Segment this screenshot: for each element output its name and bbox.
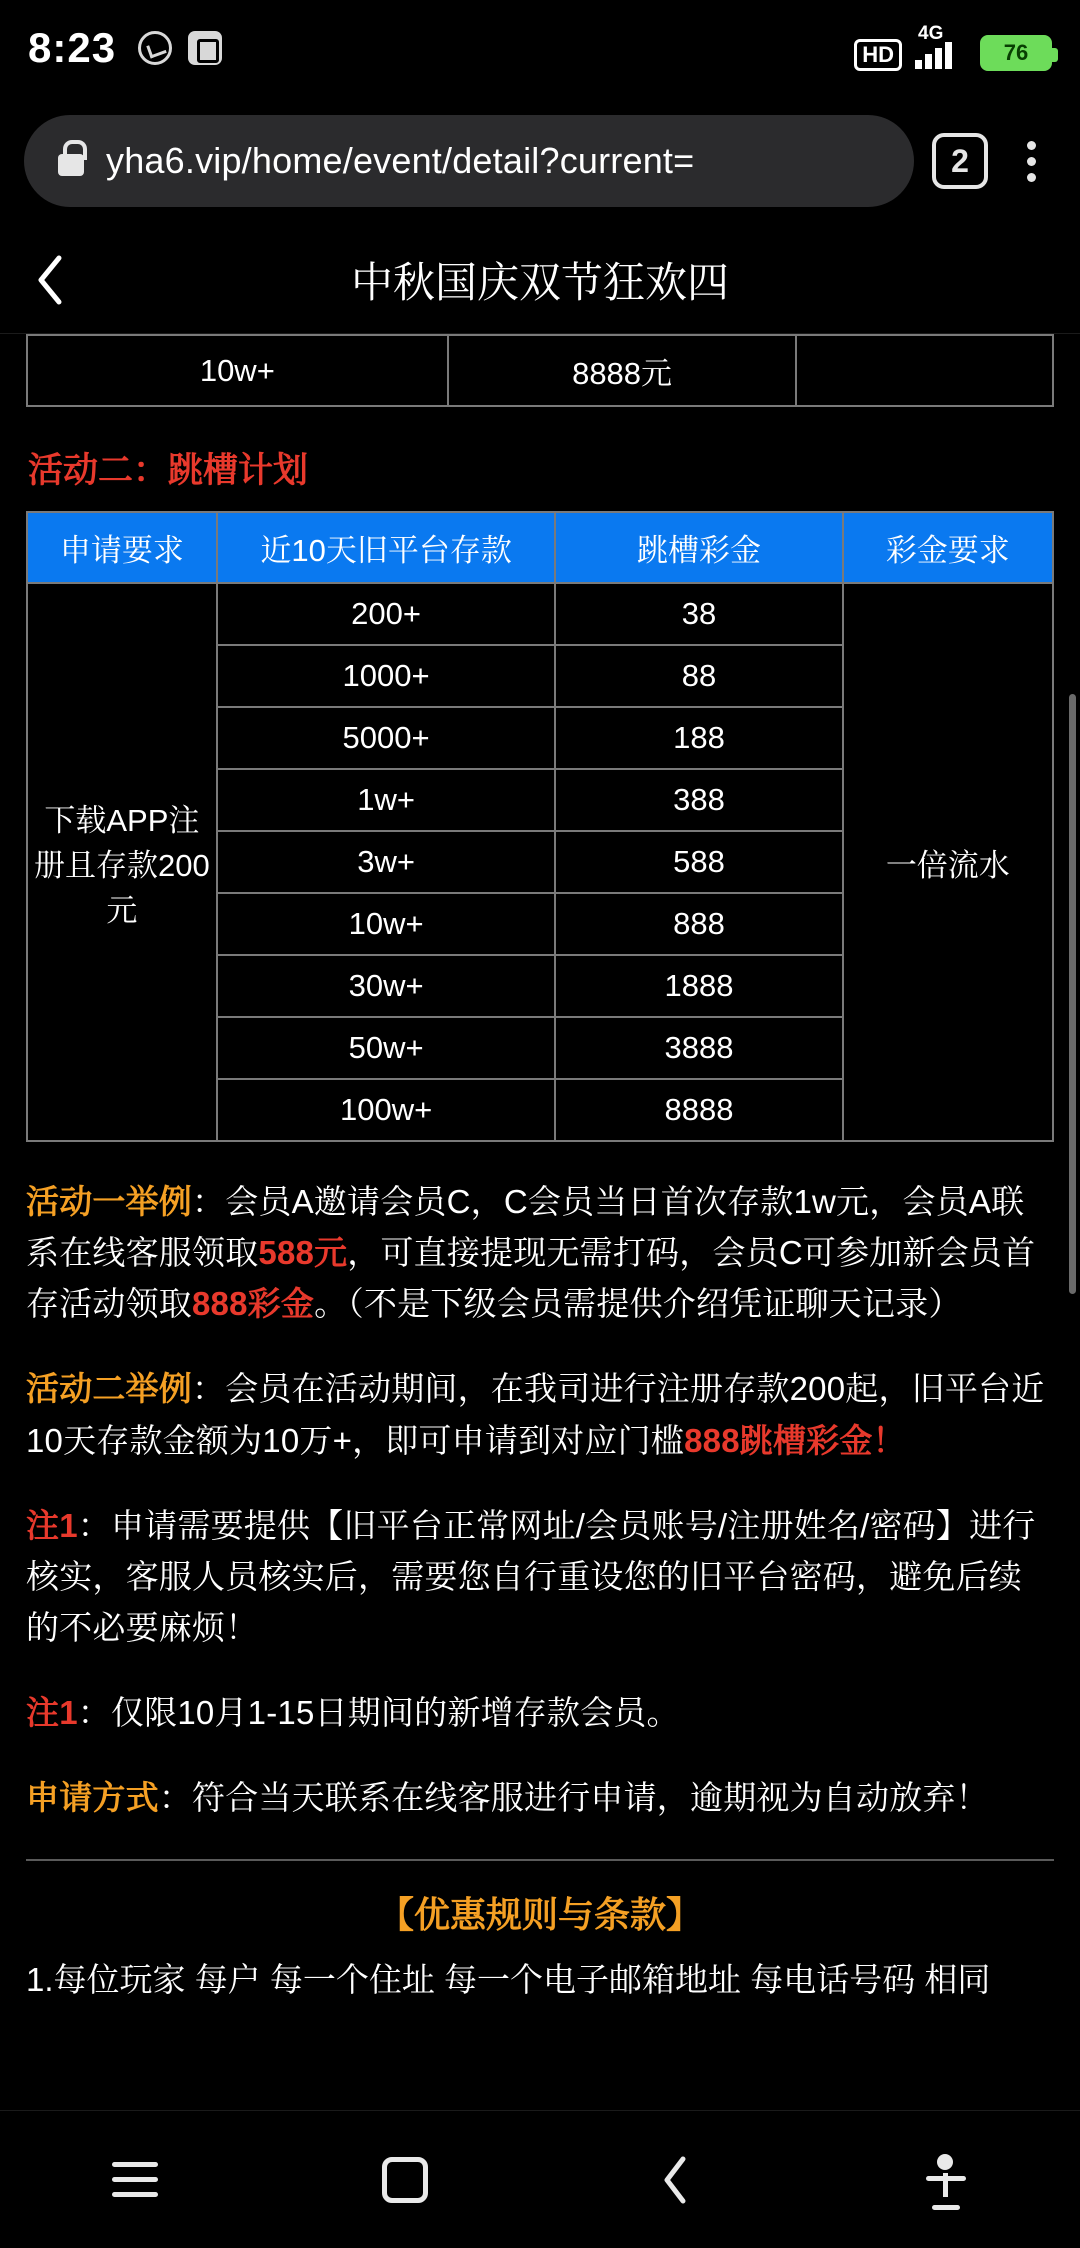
accessibility-button[interactable] [870,2111,1020,2248]
recents-button[interactable] [60,2111,210,2248]
cell-deposit: 1w+ [217,769,556,831]
back-button[interactable] [0,252,100,308]
table-header-row [27,512,1053,583]
example1-paragraph [26,1176,1054,1329]
cell-apply-requirement: 下载APP注册且存款200元 [27,583,217,1141]
cell-bonus: 8888元 [448,335,797,406]
th-old-platform-deposit: 近10天旧平台存款 [217,512,556,583]
apply-method-text: ：符合当天联系在线客服进行申请，逾期视为自动放弃！ [158,1779,989,1817]
section-divider [26,1859,1054,1861]
signal-icon: 4G [915,25,967,71]
cell-deposit: 10w+ [27,335,448,406]
status-notification-icons [138,31,222,65]
note1-text: ：申请需要提供【旧平台正常网址/会员账号/注册姓名/密码】进行核实，客服人员核实后，需要您自行重设您的旧平台密码，避免后续的不必要麻烦！ [26,1506,1036,1646]
example1-text-a: ：会员A邀请会员C，C会员当日首次存款1w元，会员A联系在线客服领取 [26,1183,1025,1272]
example2-paragraph [26,1363,1054,1465]
th-transfer-bonus: 跳槽彩金 [555,512,842,583]
back-icon [660,2154,690,2206]
note1-label: 注1 [26,1506,78,1544]
cell-deposit: 50w+ [217,1017,556,1079]
status-right-icons [854,25,1052,71]
cell-bonus: 38 [555,583,842,645]
activity1-table-partial [26,334,1054,407]
example2-highlight-a: 888跳槽彩金！ [684,1421,906,1459]
lock-icon [58,154,84,176]
apply-method-paragraph [26,1772,1054,1823]
cell-deposit: 1000+ [217,645,556,707]
battery-icon [980,35,1052,71]
recents-icon [112,2162,158,2197]
example1-highlight-a: 588元 [258,1234,348,1272]
cell-bonus-requirement: 一倍流水 [843,583,1053,1141]
cell-bonus: 588 [555,831,842,893]
apply-method-label: 申请方式 [26,1779,159,1817]
table-row [27,335,1053,406]
music-app-icon [138,31,172,65]
system-navigation-bar [0,2110,1080,2248]
example2-label: 活动二举例 [26,1370,192,1408]
cell-deposit: 5000+ [217,707,556,769]
url-input[interactable] [24,115,914,207]
cell-bonus: 388 [555,769,842,831]
page-header [0,226,1080,334]
note2-text: ：仅限10月1-15日期间的新增存款会员。 [77,1694,680,1732]
table-row [27,583,1053,645]
th-bonus-requirement: 彩金要求 [843,512,1053,583]
cell-deposit: 100w+ [217,1079,556,1141]
accessibility-icon [922,2154,968,2206]
hd-icon: HD [854,39,902,71]
page-content [0,334,1080,2110]
home-icon [382,2157,428,2203]
note2-paragraph [26,1687,1054,1738]
rules-title: 【优惠规则与条款】 [377,1894,702,1936]
activity2-table [26,511,1054,1142]
system-back-button[interactable] [600,2111,750,2248]
tab-count-button[interactable]: 2 [932,133,988,189]
overflow-menu-icon[interactable] [1006,141,1056,182]
page-title: 中秋国庆双节狂欢四 [350,258,729,306]
cell-bonus: 88 [555,645,842,707]
example1-text-c: 。（不是下级会员需提供介绍凭证聊天记录） [314,1285,962,1323]
cell-bonus: 888 [555,893,842,955]
cell-deposit: 30w+ [217,955,556,1017]
note2-label: 注1 [26,1694,78,1732]
cell-bonus: 8888 [555,1079,842,1141]
cell-requirement [796,335,1053,406]
rules-line-1: 1.每位玩家 每户 每一个住址 每一个电子邮箱地址 每电话号码 相同 [26,1961,991,1999]
cell-deposit: 3w+ [217,831,556,893]
example2-text-a: ：会员在活动期间，在我司进行注册存款200起，旧平台近10天存款金额为10万+，即可申请到对应门槛 [26,1370,1045,1459]
battery-level: 76 [1003,40,1029,65]
activity2-title: 活动二：跳槽计划 [28,451,309,490]
cell-bonus: 1888 [555,955,842,1017]
cell-bonus: 3888 [555,1017,842,1079]
note-app-icon [188,31,222,65]
cell-deposit: 10w+ [217,893,556,955]
note1-paragraph [26,1500,1054,1653]
status-bar [0,0,1080,96]
browser-toolbar [0,96,1080,226]
example1-text-b: ，可直接提现无需打码，会员C可参加新会员首存活动领取 [26,1234,1036,1323]
status-time: 8:23 [28,24,117,71]
home-button[interactable] [330,2111,480,2248]
th-apply-requirement: 申请要求 [27,512,217,583]
page-scrollbar[interactable] [1069,694,1076,1294]
url-text: yha6.vip/home/event/detail?current= [106,140,695,181]
cell-deposit: 200+ [217,583,556,645]
cell-bonus: 188 [555,707,842,769]
example1-label: 活动一举例 [26,1183,192,1220]
example1-highlight-b: 888彩金 [192,1285,315,1323]
